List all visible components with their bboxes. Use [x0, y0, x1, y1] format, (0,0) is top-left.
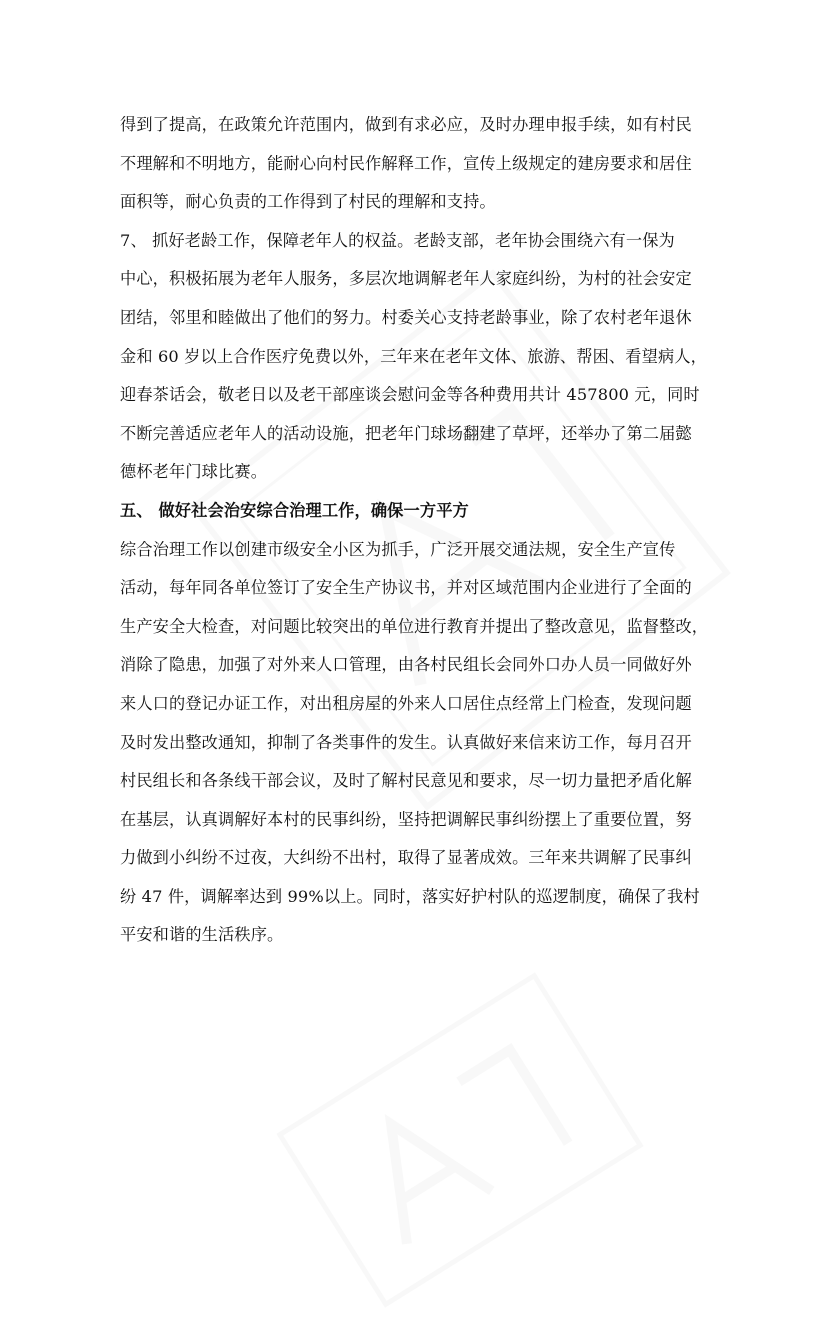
text-line: 德杯老年门球比赛。 — [120, 462, 268, 482]
text-line: 7、 抓好老龄工作，保障老年人的权益。老龄支部，老年协会围绕六有一保为 — [120, 230, 675, 250]
text-line: 金和 60 岁以上合作医疗免费以外，三年来在老年文体、旅游、帮困、看望病人， — [120, 346, 707, 366]
text-line: 面积等，耐心负责的工作得到了村民的理解和支持。 — [120, 192, 496, 212]
document-body — [120, 106, 712, 955]
text-line: 迎春茶话会，敬老日以及老干部座谈会慰问金等各种费用共计 457800 元，同时 — [120, 385, 700, 405]
section-heading-public-security: 五、 做好社会治安综合治理工作，确保一方平方 — [120, 500, 469, 520]
text-line: 及时发出整改通知，抑制了各类事件的发生。认真做好来信来访工作，每月召开 — [120, 732, 692, 752]
paragraph-construction-approval — [120, 106, 712, 222]
paragraph-elderly-work — [120, 222, 712, 492]
text-line: 综合治理工作以创建市级安全小区为抓手，广泛开展交通法规，安全生产宣传 — [120, 539, 676, 559]
text-line: 不理解和不明地方，能耐心向村民作解释工作，宣传上级规定的建房要求和居住 — [120, 153, 692, 173]
text-line: 活动，每年同各单位签订了安全生产协议书，并对区域范围内企业进行了全面的 — [120, 578, 692, 598]
paragraph-comprehensive-governance — [120, 531, 712, 956]
text-line: 中心，积极拓展为老年人服务，多层次地调解老年人家庭纠纷，为村的社会安定 — [120, 269, 692, 289]
watermark-corner-icon — [266, 962, 654, 1318]
text-line: 村民组长和各条线干部会议，及时了解村民意见和要求，尽一切力量把矛盾化解 — [120, 771, 692, 791]
text-line: 消除了隐患，加强了对外来人口管理，由各村民组长会同外口办人员一同做好外 — [120, 655, 692, 675]
text-line: 生产安全大检查，对问题比较突出的单位进行教育并提出了整改意见，监督整改， — [120, 616, 709, 636]
text-line: 得到了提高，在政策允许范围内，做到有求必应，及时办理申报手续，如有村民 — [120, 115, 692, 134]
text-line: 不断完善适应老年人的活动设施，把老年门球场翻建了草坪，还举办了第二届懿 — [120, 423, 692, 443]
text-line: 团结，邻里和睦做出了他们的努力。村委关心支持老龄事业，除了农村老年退休 — [120, 307, 692, 327]
text-line: 平安和谐的生活秩序。 — [120, 925, 284, 945]
text-line: 在基层，认真调解好本村的民事纠纷，坚持把调解民事纠纷摆上了重要位置，努 — [120, 809, 692, 829]
text-line: 来人口的登记办证工作，对出租房屋的外来人口居住点经常上门检查，发现问题 — [120, 693, 692, 713]
text-line: 纷 47 件，调解率达到 99%以上。同时，落实好护村队的巡逻制度，确保了我村 — [120, 886, 700, 906]
text-line: 力做到小纠纷不过夜，大纠纷不出村，取得了显著成效。三年来共调解了民事纠 — [120, 848, 692, 868]
